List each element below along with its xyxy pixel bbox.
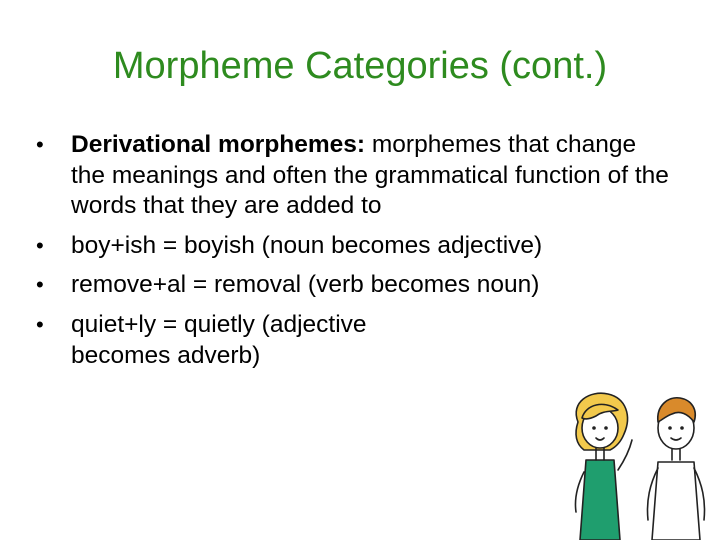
bullet-item-boyish bbox=[36, 231, 676, 262]
girl-figure bbox=[575, 393, 632, 540]
bullet-term: Derivational morphemes: bbox=[71, 131, 366, 158]
bullet-item-derivational bbox=[36, 130, 676, 222]
bullet-text: quiet+ly = quietly (adjective becomes adverb) bbox=[71, 310, 367, 369]
bullet-list bbox=[36, 130, 676, 380]
bullet-item-quietly bbox=[36, 310, 431, 371]
two-children-clipart-icon bbox=[560, 388, 720, 540]
bullet-item-removal bbox=[36, 270, 676, 301]
bullet-text: remove+al = removal (verb becomes noun) bbox=[71, 271, 540, 299]
slide-title: Morpheme Categories (cont.) bbox=[112, 45, 608, 87]
bullet-dot: • bbox=[36, 272, 44, 298]
bullet-text: morphemes that change the meanings and often the grammatical function of the words that they are added to bbox=[71, 131, 669, 220]
bullet-text: boy+ish = boyish (noun becomes adjective) bbox=[71, 231, 543, 259]
bullet-dot: • bbox=[36, 232, 44, 258]
bullet-dot: • bbox=[36, 311, 44, 337]
bullet-dot: • bbox=[36, 132, 44, 157]
boy-figure bbox=[647, 398, 704, 540]
